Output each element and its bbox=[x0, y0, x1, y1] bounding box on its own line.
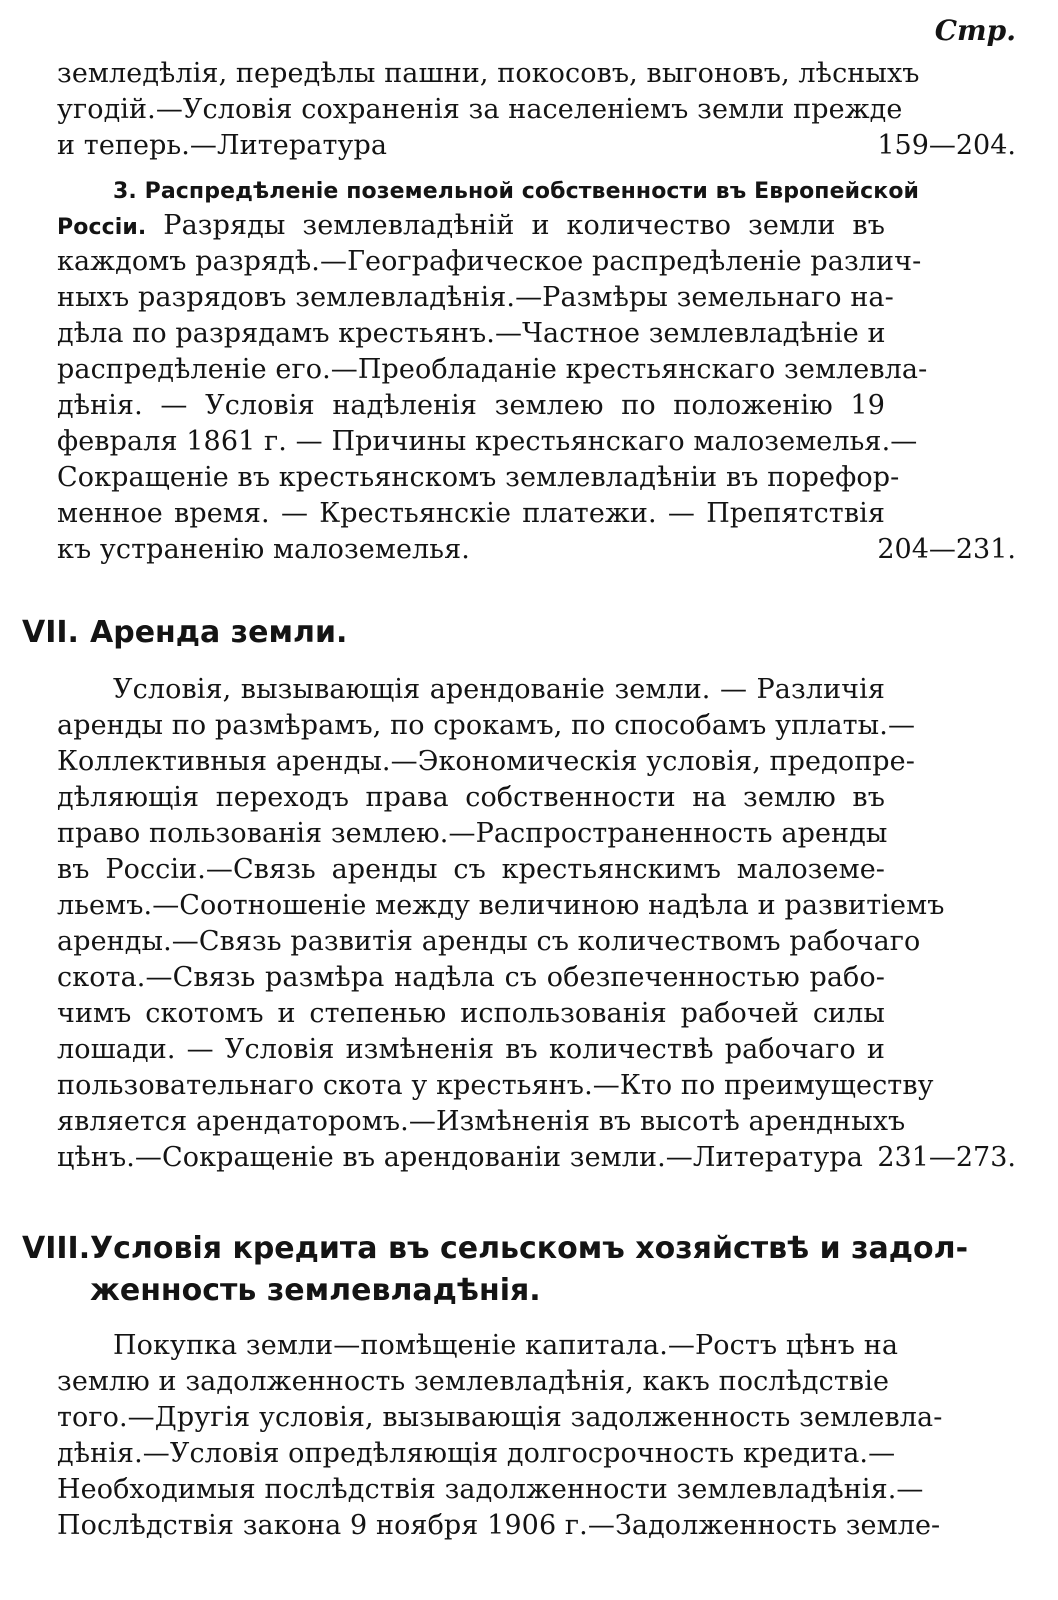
text-line: въ Россіи.—Связь аренды съ крестьянскимъ малоземе- bbox=[57, 854, 885, 885]
text-line: угодій.—Условія сохраненія за населеніемъ земли прежде bbox=[57, 94, 903, 125]
section-number: VII. bbox=[22, 615, 79, 650]
text-line: чимъ скотомъ и степенью использованія рабочей силы bbox=[57, 998, 885, 1029]
text-line: аренды.—Связь развитія аренды съ количествомъ рабочаго bbox=[57, 926, 921, 957]
page-column-header: Стр. bbox=[934, 14, 1016, 47]
section-title: Условія кредита въ сельскомъ хозяйствѣ и задол- bbox=[90, 1231, 969, 1266]
block-2-text bbox=[57, 172, 928, 568]
text-line: землю и задолженность землевладѣнія, какъ послѣдствіе bbox=[57, 1366, 890, 1397]
text-line: Покупка земли—помѣщеніе капитала.—Ростъ цѣнъ на bbox=[113, 1330, 899, 1361]
text-line: дѣнія. — Условія надѣленія землею по положенію 19 bbox=[57, 390, 885, 421]
text-line: февраля 1861 г. — Причины крестьянскаго малоземелья.— bbox=[57, 426, 918, 457]
block-1-text bbox=[57, 56, 920, 164]
section-number: VIII. bbox=[22, 1231, 91, 1266]
text-line: льемъ.—Соотношеніе между величиною надѣла и развитіемъ bbox=[57, 890, 945, 921]
text-line: является арендаторомъ.—Измѣненія въ высотѣ арендныхъ bbox=[57, 1106, 906, 1137]
section-title-cont: женность землевладѣнія. bbox=[90, 1273, 541, 1308]
page-range: 204—231. bbox=[877, 534, 1016, 565]
text-line: пользовательнаго скота у крестьянъ.—Кто по преимуществу bbox=[57, 1070, 934, 1101]
text-line bbox=[57, 208, 885, 244]
text-line: распредѣленіе его.—Преобладаніе крестьянскаго землевла- bbox=[57, 354, 928, 385]
text-line: Послѣдствія закона 9 ноября 1906 г.—Задолженность земле- bbox=[57, 1510, 941, 1541]
text-line: дѣнія.—Условія опредѣляющія долгосрочность кредита.— bbox=[57, 1438, 896, 1469]
text-line: Необходимыя послѣдствія задолженности землевладѣнія.— bbox=[57, 1474, 924, 1505]
text-line: дѣла по разрядамъ крестьянъ.—Частное землевладѣніе и bbox=[57, 318, 886, 349]
section-vii-text bbox=[57, 672, 945, 1176]
page-range: 231—273. bbox=[877, 1142, 1016, 1173]
text-line: и теперь.—Литература bbox=[57, 130, 388, 161]
subsection-title: 3. Распредѣленіе поземельной собственности въ Европейской bbox=[113, 179, 920, 204]
text-line: лошади. — Условія измѣненія въ количествѣ рабочаго и bbox=[57, 1034, 885, 1065]
text-line: земледѣлія, передѣлы пашни, покосовъ, выгоновъ, лѣсныхъ bbox=[57, 58, 920, 89]
text-line: дѣляющія переходъ права собственности на землю въ bbox=[57, 782, 885, 813]
subsection-title-cont: Россіи. bbox=[57, 215, 147, 240]
page-range: 159—204. bbox=[877, 130, 1016, 161]
section-heading-viii bbox=[22, 1228, 968, 1312]
text-run: Разряды землевладѣній и количество земли въ bbox=[146, 210, 885, 241]
text-line: къ устраненію малоземелья. bbox=[57, 534, 470, 565]
section-title: Аренда земли. bbox=[90, 615, 348, 650]
text-line: аренды по размѣрамъ, по срокамъ, по способамъ уплаты.— bbox=[57, 710, 916, 741]
text-line: право пользованія землею.—Распространенность аренды bbox=[57, 818, 888, 849]
section-heading-vii bbox=[22, 612, 347, 654]
section-viii-text bbox=[57, 1328, 943, 1544]
text-line: скота.—Связь размѣра надѣла съ обезпеченностью рабо- bbox=[57, 962, 885, 993]
text-line: каждомъ разрядѣ.—Географическое распредѣленіе различ- bbox=[57, 246, 922, 277]
text-line: менное время. — Крестьянскіе платежи. — Препятствія bbox=[57, 498, 885, 529]
text-line: цѣнъ.—Сокращеніе въ арендованіи земли.—Литература bbox=[57, 1142, 863, 1173]
subsection-title-line bbox=[57, 172, 920, 208]
text-line: Условія, вызывающія арендованіе земли. — Различія bbox=[113, 674, 885, 705]
text-line: ныхъ разрядовъ землевладѣнія.—Размѣры земельнаго на- bbox=[57, 282, 894, 313]
text-line: Коллективныя аренды.—Экономическія условія, предопре- bbox=[57, 746, 915, 777]
text-line: того.—Другія условія, вызывающія задолженность землевла- bbox=[57, 1402, 943, 1433]
text-line: Сокращеніе въ крестьянскомъ землевладѣніи въ порефор- bbox=[57, 462, 900, 493]
